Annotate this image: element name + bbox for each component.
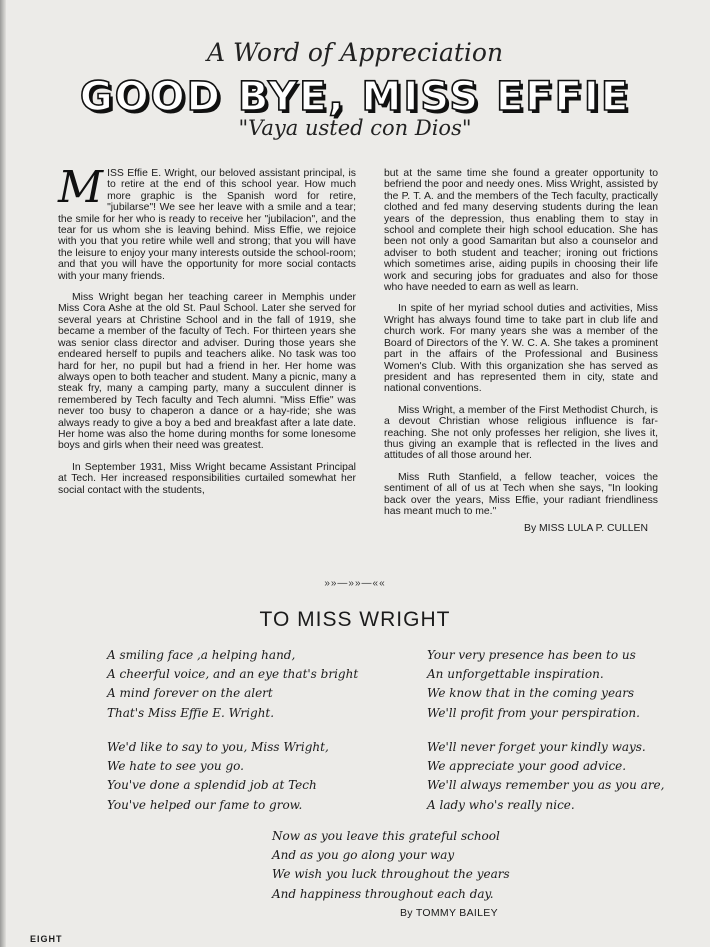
paragraph-text: ISS Effie E. Wright, our beloved assistant principal, is to retire at the end of this school year. How much more graphic is the Spanish word for retire, "jubilarse"! We see her leave with a smile and a tear; the smile for her who is ready to receive her "jubilacion", and the tear for us whom she is leaving behind. Miss Effie, we rejoice with you that you retire while well and strong; that you will have the leisure to enjoy your many interests outside the school-room; and that you will have the opportunity for more social contacts with your many friends.	[58, 168, 356, 282]
article-paragraph: Miss Wright, a member of the First Methodist Church, is a devout Christian whose religious influence is far-reaching. She not only professes her religion, she lives it, thus giving an example that is reflected in the lives and attitudes of all those around her.	[384, 404, 658, 462]
poem-line: We'd like to say to you, Miss Wright,	[107, 740, 329, 754]
section-divider-ornament: »»—»»—««	[324, 578, 386, 589]
poem-byline: By TOMMY BAILEY	[400, 907, 498, 919]
page-number-label: EIGHT	[30, 934, 63, 944]
article-paragraph: Miss Wright began her teaching career in Memphis under Miss Cora Ashe at the old St. Paul School. Later she served for several years at Christine School and in the fall of 1919, she became a member of the faculty of Tech. For thirteen years she was senior class director and adviser. During those years she endeared herself to pupils and teachers alike. No task was too hard for her, no pupil but had a friend in her. Her home was always open to both teacher and student. Many a picnic, many a steak fry, many a camping party, many a succulent dinner is remembered by Tech faculty and Tech alumni. "Miss Effie" was never too busy to chaperon a dance or a hay-ride; she was always ready to give a boy a bed and breakfast after a late date. Her home was also the home during months for some lonesome boys and girls when their need was greatest.	[58, 292, 356, 452]
poem-line: We'll profit from your perspiration.	[427, 705, 640, 720]
poem-line: Now as you leave this grateful school	[272, 829, 500, 843]
poem-line: You've helped our fame to grow.	[107, 797, 303, 812]
poem-line: A cheerful voice, and an eye that's bright	[107, 667, 359, 682]
poem-line: And as you go along your way	[272, 848, 455, 863]
page-spine-shadow	[0, 0, 6, 947]
article-paragraph: In September 1931, Miss Wright became Assistant Principal at Tech. Her increased responsibilities curtailed somewhat her social contact with the students,	[58, 461, 356, 496]
poem-line: We know that in the coming years	[427, 686, 635, 701]
poem-line: We wish you luck throughout the years	[272, 867, 510, 882]
drop-cap: M	[58, 162, 104, 213]
article-title: GOOD BYE, MISS EFFIE	[79, 74, 631, 120]
poem-stanza	[427, 738, 664, 815]
article-right-column	[384, 168, 658, 535]
poem-line: A smiling face ,a helping hand,	[107, 648, 296, 662]
poem-title: TO MISS WRIGHT	[259, 608, 451, 631]
article-paragraph: but at the same time she found a greater opportunity to befriend the poor and needy ones. Miss Wright, assisted by the P. T. A. and the members of the Tech faculty, practically clothed and fed many deserving students during the lean years of the depression, thus enabling them to stay in school and complete their high school education. She has been not only a good Samaritan but also a counselor and adviser to both student and teacher; ironing out frictions which sometimes arise, aiding pupils in choosing their life work and securing jobs for graduates and also for those who have needed to earn as well as learn.	[384, 168, 658, 294]
article-subtitle: "Vaya usted con Dios"	[238, 116, 472, 140]
article-kicker: A Word of Appreciation	[206, 38, 504, 67]
poem-line: We'll always remember you as you are,	[427, 778, 665, 793]
article-byline: By MISS LULA P. CULLEN	[524, 523, 648, 535]
article-left-column	[58, 162, 356, 506]
poem-stanza	[272, 827, 510, 904]
poem-line: A mind forever on the alert	[107, 686, 273, 701]
poem-line: We appreciate your good advice.	[427, 759, 627, 774]
poem-line: We hate to see you go.	[107, 759, 244, 774]
article-paragraph: In spite of her myriad school duties and activities, Miss Wright has always found time to take part in club life and church work. For many years she was a member of the Board of Directors of the Y. W. C. A. She takes a prominent part in the affairs of the Professional and Business Women's Club. With this organization she has served as president and has represented them in city, state and national conventions.	[384, 303, 658, 395]
article-paragraph	[58, 162, 356, 282]
poem-stanza	[427, 646, 640, 723]
poem-line: You've done a splendid job at Tech	[107, 778, 317, 793]
poem-line: An unforgettable inspiration.	[427, 667, 604, 682]
poem-line: A lady who's really nice.	[427, 797, 575, 812]
poem-line: We'll never forget your kindly ways.	[427, 740, 646, 754]
poem-stanza	[107, 738, 329, 815]
poem-line: Your very presence has been to us	[427, 648, 636, 662]
poem-stanza	[107, 646, 358, 723]
article-paragraph: Miss Ruth Stanfield, a fellow teacher, voices the sentiment of all of us at Tech when she says, "In looking back over the years, Miss Effie, your radiant friendliness has meant much to me."	[384, 471, 658, 517]
poem-line: And happiness throughout each day.	[272, 886, 494, 901]
poem-line: That's Miss Effie E. Wright.	[107, 705, 275, 720]
